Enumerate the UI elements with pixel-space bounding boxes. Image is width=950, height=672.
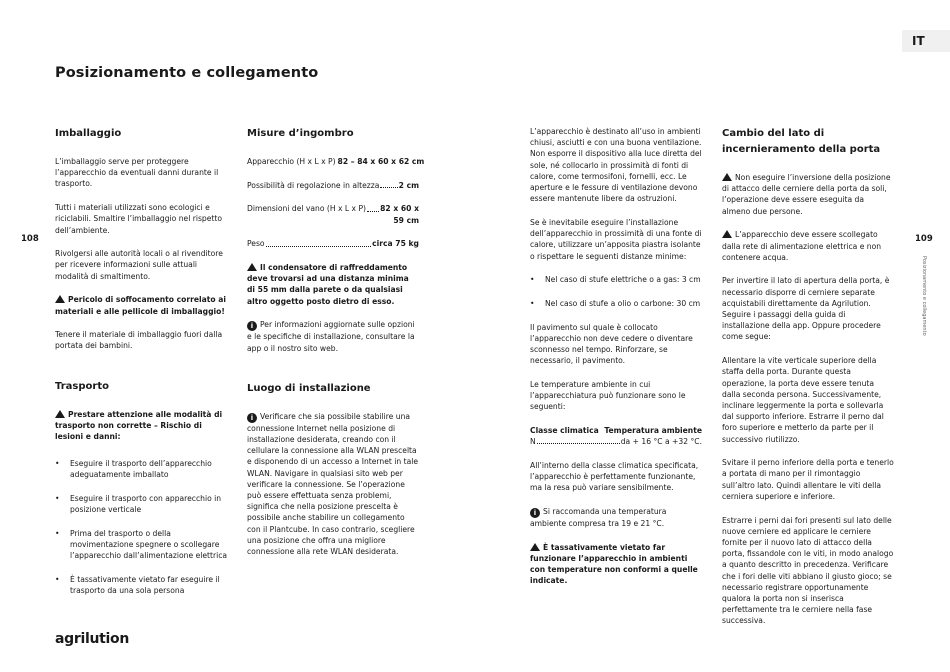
climate-table-header: Classe climatica Temperatura ambiente	[530, 426, 702, 436]
list-item: • Eseguire il trasporto con apparecchio in posizione verticale	[55, 493, 231, 515]
warning-note	[530, 542, 702, 587]
warning-icon	[722, 230, 732, 238]
section-heading-misure: Misure d’ingombro	[247, 128, 354, 139]
dimension-row: Dimensioni del vano (H x L x P) 82 x 60 x 59 cm	[247, 204, 419, 225]
warning-icon	[247, 263, 257, 271]
warning-icon	[530, 543, 540, 551]
paragraph: Estrarre i perni dai fori presenti sul lato delle nuove cerniere ed applicare le cerniere fornite per il nuovo lato di attacco della porta, fissandole con le viti, in modo analogo a quanto descritto in precedenza. Verificare che i fori delle viti abbiano il giusto gioco; se necessario registrare opportunamente qualora la porta non si inserisca perfettamente tra le cerniere nella fase successiva.	[722, 515, 894, 626]
paragraph: Se è inevitabile eseguire l’installazione dell’apparecchio in prossimità di una fonte di calore, utilizzare un’apposita piastra isolante o rispettare le seguenti distanze minime:	[530, 217, 702, 261]
section-heading-cambio: Cambio del lato di incernieramento della porta	[722, 128, 881, 155]
warning-note	[722, 229, 894, 263]
list-item: • È tassativamente vietato far eseguire il trasporto da una sola persona	[55, 574, 231, 596]
warning-text: Prestare attenzione alle modalità di trasporto non corrette – Rischio di lesioni e danni:	[55, 409, 223, 442]
info-text: Si raccomanda una temperatura ambiente compresa tra 19 e 21 °C.	[530, 507, 667, 529]
climate-table-row: N da + 16 °C a +32 °C.	[530, 437, 702, 447]
warning-note	[722, 172, 894, 217]
paragraph: Il pavimento sul quale è collocato l’apparecchio non deve cedere o diventare sconnesso nel tempo. Rinforzare, se necessario, il pavimento.	[530, 322, 693, 366]
section-heading-luogo: Luogo di installazione	[247, 382, 371, 394]
section-heading-trasporto: Trasporto	[55, 380, 109, 392]
paragraph: Per invertire il lato di apertura della porta, è necessario disporre di cerniere separate acquistabili direttamente da Agrilution. Seguire i passaggi della guida di installazione della app. Oppure procedere come segue:	[722, 276, 890, 342]
warning-icon	[722, 173, 732, 181]
paragraph: L’imballaggio serve per proteggere l’apparecchio da eventuali danni durante il trasporto.	[55, 157, 219, 189]
info-icon: i	[530, 508, 540, 518]
warning-text: L’apparecchio deve essere scollegato dalla rete di alimentazione elettrica e non contenere acqua.	[722, 230, 882, 262]
info-note	[530, 506, 702, 529]
paragraph: Svitare il perno inferiore della porta e tenerlo a portata di mano per il rimontaggio sull’altro lato. Quindi allentare le viti della cerniera superiore e inferiore.	[722, 458, 894, 501]
paragraph: Tutti i materiali utilizzati sono ecologici e riciclabili. Smaltire l’imballaggio nel rispetto dell’ambiente.	[55, 203, 223, 235]
list-item: • Nel caso di stufe a olio o carbone: 30 cm	[530, 298, 702, 309]
column-2	[247, 126, 425, 570]
warning-icon	[55, 295, 65, 303]
info-note	[247, 319, 419, 353]
warning-text: Non eseguire l’inversione della posizione di attacco delle cerniere della porta da soli, l’operazione deve essere eseguita da almeno due persone.	[722, 173, 891, 216]
info-icon: i	[247, 321, 257, 331]
climate-table	[530, 425, 702, 447]
warning-note	[55, 294, 231, 316]
info-icon: i	[247, 413, 257, 423]
paragraph: Rivolgersi alle autorità locali o al rivenditore per ricevere informazioni sulle attuali modalità di smaltimento.	[55, 249, 223, 281]
column-4	[722, 126, 894, 639]
info-text: Per informazioni aggiornate sulle opzioni e le specifiche di installazione, consultare la app o il nostro sito web.	[247, 320, 415, 353]
info-note	[247, 411, 419, 557]
list-item: • Nel caso di stufe elettriche o a gas: 3 cm	[530, 274, 702, 285]
column-1	[55, 126, 231, 609]
dimension-row: Apparecchio (H x L x P) 82 – 84 x 60 x 62 cm	[247, 157, 425, 166]
transport-list	[55, 458, 231, 596]
warning-text: Il condensatore di raffreddamento deve trovarsi ad una distanza minima di 55 mm dalla parete o da qualsiasi altro oggetto posto dietro di esso.	[247, 263, 409, 306]
warning-icon	[55, 410, 65, 418]
warning-note	[55, 409, 231, 443]
paragraph: Le temperature ambiente in cui l’apparecchiatura può funzionare sono le seguenti:	[530, 379, 686, 412]
paragraph: Tenere il materiale di imballaggio fuori dalla portata dei bambini.	[55, 330, 223, 351]
page-title: Posizionamento e collegamento	[55, 65, 319, 81]
list-item: • Eseguire il trasporto dell’apparecchio adeguatamente imballato	[55, 458, 231, 480]
dimension-row: Possibilità di regolazione in altezza 2 cm	[247, 180, 419, 190]
brand-logo: agrilution	[55, 631, 130, 647]
section-heading-imballaggio: Imballaggio	[55, 128, 122, 139]
column-3	[530, 126, 702, 599]
language-tab: IT	[902, 30, 950, 52]
page-number-right: 109	[915, 234, 933, 244]
warning-note	[247, 262, 419, 307]
info-text: Verificare che sia possibile stabilire una connessione Internet nella posizione di installazione desiderata, creando con il cellulare la connessione alla WLAN prescelta e disponendo di un accesso a Internet in tale WLAN. Navigare in qualsiasi sito web per verificare la connessione. Se l’operazione può essere effettuata senza problemi, significa che nella posizione prescelta è possibile anche stabilire un collegamento con il Plantcube. In caso contrario, scegliere una posizione che offra una migliore connessione alla rete WLAN desiderata.	[247, 411, 419, 556]
list-item: • Prima del trasporto o della movimentazione spegnere o scollegare l’apparecchio dall’alimentazione elettrica	[55, 528, 231, 562]
paragraph: L’apparecchio è destinato all’uso in ambienti chiusi, asciutti e con una buona ventilazione. Non esporre il dispositivo alla luce diretta del sole, né collocarlo in prossimità di fonti di calore, come termosifoni, fornelli, ecc. Le aperture e le fessure di ventilazione devono essere mantenute libere da ostruzioni.	[530, 127, 702, 204]
page-number-left: 108	[21, 234, 39, 244]
warning-text: È tassativamente vietato far funzionare l’apparecchio in ambienti con temperature non conformi a quelle indicate.	[530, 542, 698, 586]
distance-list	[530, 274, 702, 309]
paragraph: All’interno della classe climatica specificata, l’apparecchio è perfettamente funzionante, ma la resa può variare sensibilmente.	[530, 460, 699, 493]
paragraph: Allentare la vite verticale superiore della staffa della porta. Durante questa operazione, la porta deve essere tenuta dalla seconda persona. Successivamente, inclinare leggermente la porta e sollevarla dal supporto inferiore. Estrarre il perno dal foro superiore e metterlo da parte per il successivo riutilizzo.	[722, 356, 884, 444]
side-section-label: Posizionamento e collegamento	[921, 256, 927, 336]
warning-text: Pericolo di soffocamento correlato ai materiali e alle pellicole di imballaggio!	[55, 295, 226, 316]
dimension-row: Peso circa 75 kg	[247, 239, 419, 249]
